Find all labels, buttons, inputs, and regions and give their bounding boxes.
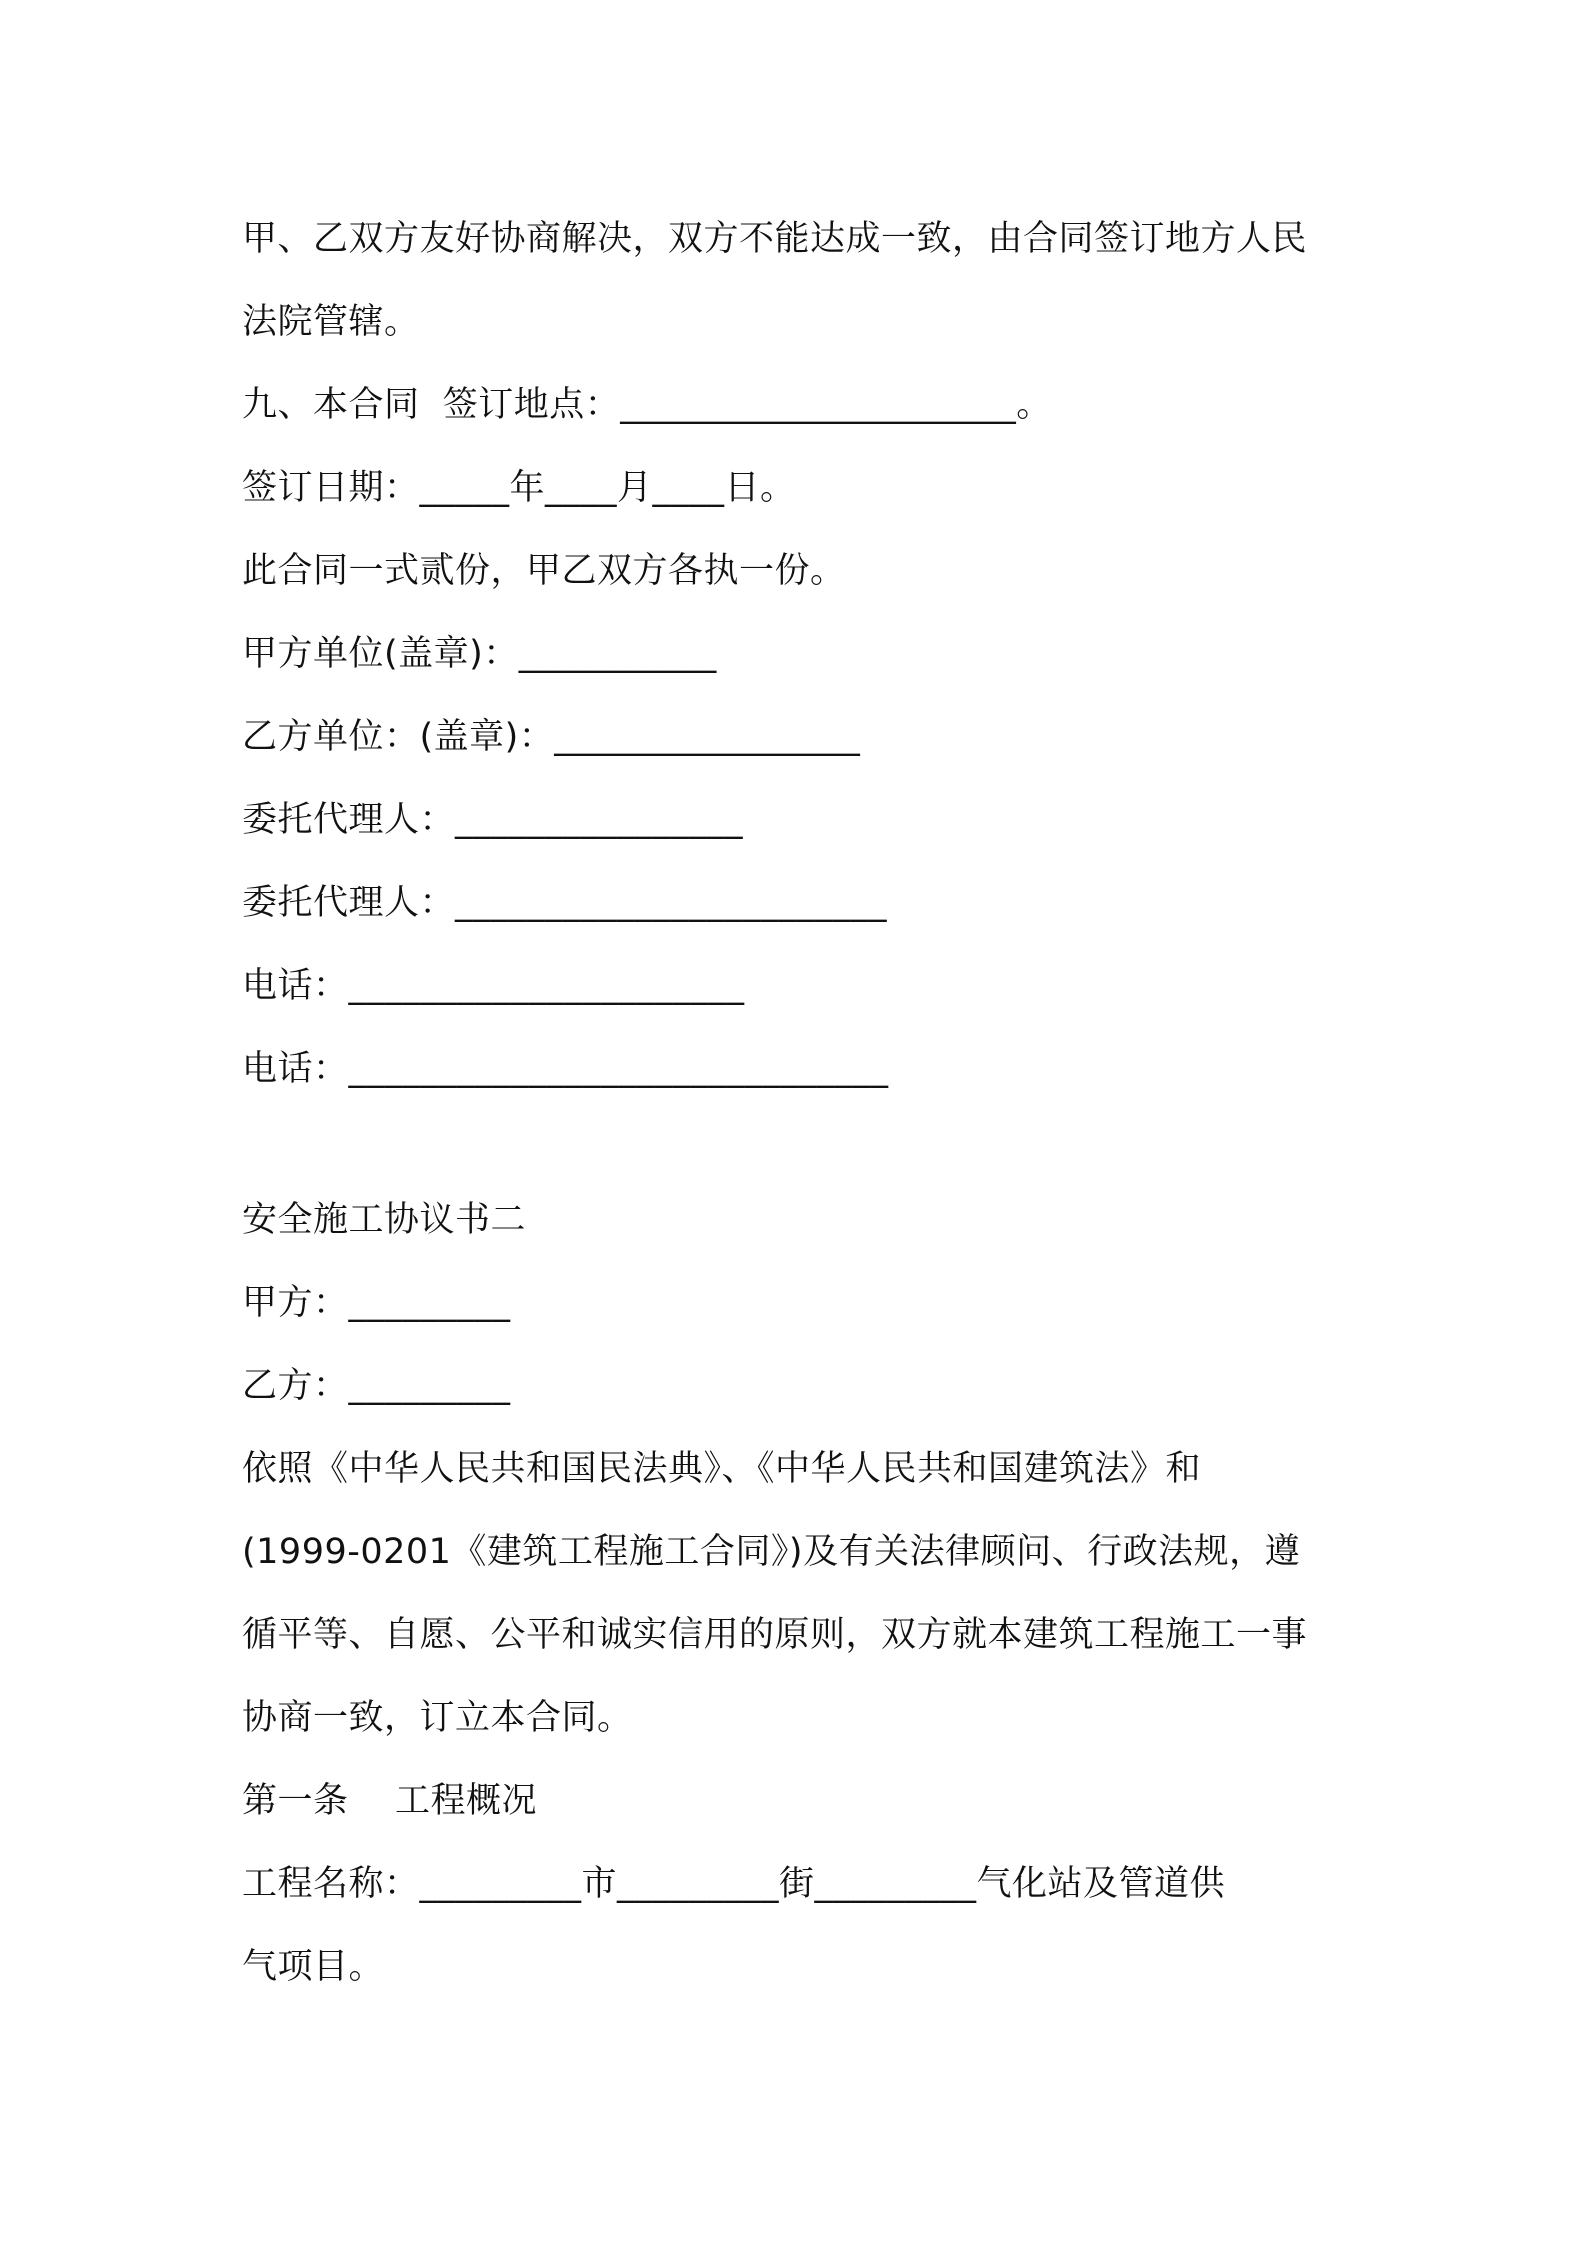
party-b-unit-field: 乙方单位：(盖章)：_________________ (242, 717, 861, 757)
legal-basis-line-3: 循平等、自愿、公平和诚实信用的原则，双方就本建筑工程施工一事 (242, 1615, 1308, 1655)
project-name-line-1: 工程名称：_________市_________街_________气化站及管道供 (242, 1864, 1226, 1904)
section-spacer (242, 1111, 1362, 1179)
legal-basis-line-2: (1999-0201《建筑工程施工合同》)及有关法律顾问、行政法规，遵 (242, 1532, 1301, 1572)
agreement-title: 安全施工协议书二 (242, 1200, 527, 1240)
dispute-clause-line-1: 甲、乙双方友好协商解决，双方不能达成一致，由合同签订地方人民 (242, 219, 1308, 259)
agent-field-2: 委托代理人：________________________ (242, 883, 888, 923)
legal-basis-line-4: 协商一致，订立本合同。 (242, 1698, 633, 1738)
dispute-clause-line-2: 法院管辖。 (242, 302, 420, 342)
party-a-unit-field: 甲方单位(盖章)：___________ (242, 634, 717, 674)
signing-date-field: 签订日期：_____年____月____日。 (242, 468, 796, 508)
phone-field-2: 电话：______________________________ (242, 1049, 889, 1089)
copies-statement: 此合同一式贰份，甲乙双方各执一份。 (242, 551, 846, 591)
document-body (242, 198, 1362, 2009)
agent-field-1: 委托代理人：________________ (242, 800, 744, 840)
party-a-field: 甲方：_________ (242, 1283, 511, 1323)
legal-basis-line-1: 依照《中华人民共和国民法典》、《中华人民共和国建筑法》和 (242, 1449, 1202, 1489)
project-name-line-2: 气项目。 (242, 1947, 385, 1987)
party-b-field: 乙方：_________ (242, 1366, 511, 1406)
signing-place-field: 九、本合同 签订地点：______________________。 (242, 385, 1052, 425)
phone-field-1: 电话：______________________ (242, 966, 745, 1006)
article-1-heading: 第一条 工程概况 (242, 1781, 538, 1821)
